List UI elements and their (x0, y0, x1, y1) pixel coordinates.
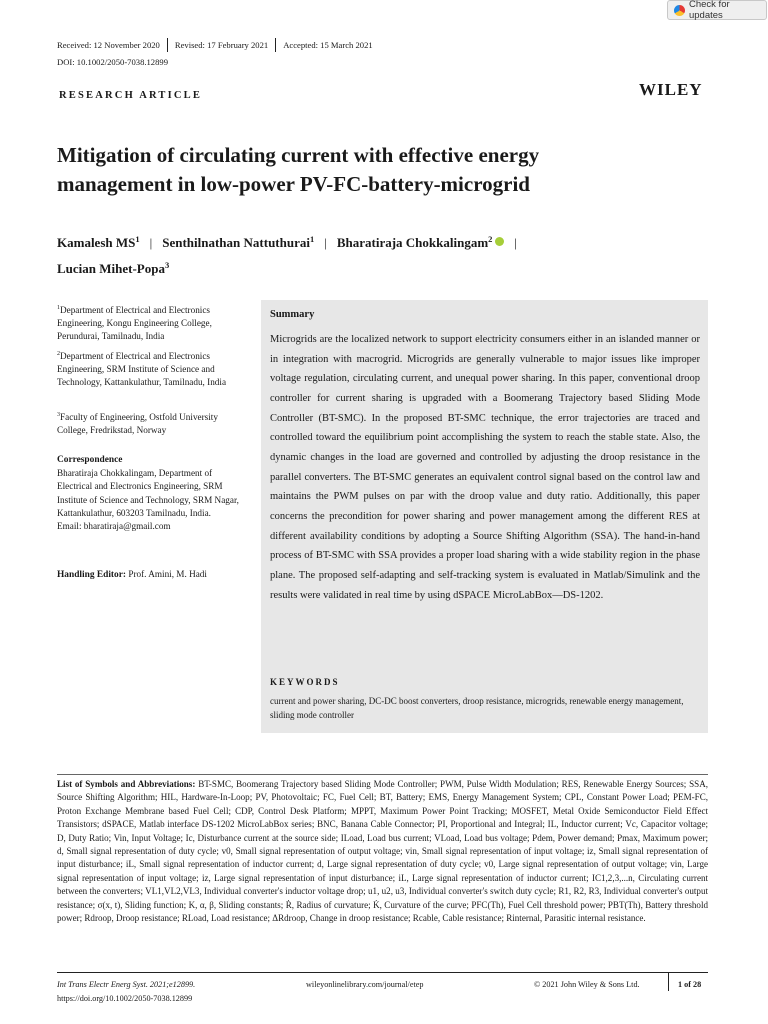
affiliation: $^1$Department of Electrical and Electronics Engineering, Kongu Engineering College, Perundurai, Tamilnadu, India (57, 305, 212, 342)
correspondence-email[interactable]: Email: bharatiraja@gmail.com (57, 521, 171, 532)
symbols-list (57, 778, 708, 925)
page-number: 1 of 28 (678, 980, 702, 989)
author-name[interactable]: Bharatiraja Chokkalingam (336, 235, 489, 250)
check-for-updates-label: Check for updates (688, 0, 730, 21)
affiliation: $^2$Department of Electrical and Electronics Engineering, SRM Institute of Science and Technology, Kattankulathur, Tamilnadu, India (57, 351, 227, 388)
orcid-icon[interactable] (495, 237, 504, 246)
article-type: RESEARCH ARTICLE (59, 90, 203, 101)
date-divider (275, 38, 276, 52)
revised-date: Revised: 17 February 2021 (174, 40, 269, 50)
keywords-text: current and power sharing, DC-DC boost converters, droop resistance, microgrids, renewable energy management, sliding mode controller (270, 696, 684, 720)
footer-copyright: © 2021 John Wiley & Sons Ltd. (534, 980, 640, 989)
author-name[interactable]: Senthilnathan Nattuthurai (162, 235, 310, 250)
author-affiliation-marker: 1 (135, 234, 140, 244)
title-line: Mitigation of circulating current with effective energy (57, 143, 540, 167)
title-line: management in low-power PV-FC-battery-microgrid (57, 172, 530, 196)
footer-divider-vertical (668, 973, 669, 991)
paper-title (57, 141, 697, 199)
footer-site-link[interactable]: wileyonlinelibrary.com/journal/etep (306, 980, 424, 989)
received-date: Received: 12 November 2020 (57, 40, 160, 50)
handling-editor (57, 568, 247, 582)
author-affiliation-marker: 2 (488, 234, 493, 244)
article-dates (57, 38, 373, 52)
date-divider (167, 38, 168, 52)
author-list: Kamalesh $MS^1$ | Senthilnathan Nattuthurai$^1$ | Bharatiraja Chokkalingam$^2$ | Lucian Mihet-Popa$^3$ (57, 234, 518, 276)
footer-journal: Int Trans Electr Energ Syst. 2021;e12899. (57, 980, 196, 989)
handling-editor-label: Handling Editor: (57, 570, 127, 580)
crossmark-icon (674, 5, 685, 16)
footer-doi-link[interactable]: https://doi.org/10.1002/2050-7038.12899 (57, 994, 193, 1003)
summary-text: Microgrids are the localized network to support electricity consumers either in an islanded manner or in integration with macrogrid. Microgrids are generally vulnerable to major issues like improper voltage regulation, circulating current, and unequal power sharing. In this paper, conventional droop controller for current sharing is upgraded with a Boomerang Trajectory based Sliding Mode Controller (BT-SMC). In the proposed BT-SMC technique, the error trajectories are traced and controlled toward the equilibrium point accomplishing the system to reach the stable state. Also, the dynamic changes in the load are governed and controlled by adjusting the droop resistance in the parallel converters. The BT-SMC generates an equivalent control signal based on the control law and maintains the PWM pulses on par with the droop value and duty ratio. Additionally, this paper concerns the precondition for power sharing and power management among the different RES at different availability conditions by adopting a Source Shifting Algorithm (SSA). The hand-in-hand process of BT-SMC with SSA provides a proper load sharing with a wide stability region in the phase plane. The proposed self-adapting and self-tracking system is evaluated in Matlab/Simulink and the results were validated in real time by using dSPACE MicroLabBox—DS-1202. (270, 334, 700, 601)
correspondence (57, 454, 247, 533)
affiliation: $^3$Faculty of Engineering, Ostfold University College, Fredrikstad, Norway (57, 412, 218, 436)
doi-header: DOI: 10.1002/2050-7038.12899 (57, 57, 168, 67)
accepted-date: Accepted: 15 March 2021 (283, 40, 373, 50)
correspondence-text: Bharatiraja Chokkalingam, Department of Electrical and Electronics Engineering, SRM Institute of Science and Technology, SRM Nagar, Kattankulathur, 603203 Tamilnadu, India. (57, 468, 239, 518)
symbols-title: List of Symbols and Abbreviations: (57, 779, 196, 789)
correspondence-title: Correspondence (57, 455, 123, 465)
footer-divider (57, 972, 708, 973)
author-name[interactable]: Kamalesh MS (57, 235, 136, 250)
publisher-logo: WILEY (639, 80, 703, 99)
author-name[interactable]: Lucian Mihet-Popa (57, 261, 165, 276)
author-affiliation-marker: 1 (309, 234, 315, 244)
keywords-title: KEYWORDS (270, 677, 340, 687)
symbols-divider (57, 774, 708, 775)
symbols-text: BT-SMC, Boomerang Trajectory based Sliding Mode Controller; PWM, Pulse Width Modulation; RES, Renewable Energy Sources; SSA, Source Shifting Algorithm; HIL, Hardware-In-Loop; PV, Photovoltaic; FC, Fuel Cell; BT, Battery; EMS, Energy Management System; CPL, Constant Power Load; PEM-FC, Proton Exchange Membrane based Fuel Cell; CDP, Control Desk Platform; MPPT, Maximum Power Point Tracking; MOSFET, Metal Oxide Semiconductor Field Effect Transistors; dSPACE, Matlab interface DS-1202 MicroLabBox series; BNC, Banana Cable Connector; PI, Proportional and Integral; IL, Inductor current; Vc, Capacitor voltage; D, Duty Ratio; Vin, Input Voltage; Ic, Disturbance current at the source side; ILoad, Load bus current; VLoad, Load bus voltage; Pdem, Power demand; Pmax, Maximum power; d, Small signal representation of duty cycle; v0, Small signal representation of output voltage; vin, Small signal representation of input voltage; iz, Small signal representation of input disturbance; iL, Small signal representation of inductor current; d, Large signal representation of duty cycle; v0, Large signal representation of output voltage; vin, Large signal representation of input voltage; iz, Large signal representation of input disturbance; iL, Large signal representation of inductor current; IC1,2,3,...n, Circulating current between the converters; VL1,VL2,VL3, Individual converter's inductor voltage drop; u1, u2, u3, Individual converter's switch duty cycle; R1, R2, R3, Individual converter's output resistance; σ(x, t), Sliding function; K, α, β, Sliding constants; Ṙ, Radius of curvature; K̇, Curvature of the curve; PFC(Th), Fuel Cell threshold power; PBT(Th), Battery threshold power; Rdroop, Droop resistance; RLoad, Load resistance; ΔRdroop, Change in droop resistance; Rcable, Cable resistance; Rinternal, Parasitic internal resistance. (57, 779, 708, 924)
summary-title: Summary (270, 309, 315, 320)
handling-editor-name: Prof. Amini, M. Hadi (128, 569, 207, 579)
check-for-updates-button[interactable] (667, 0, 767, 20)
author-affiliation-marker: 3 (164, 260, 170, 270)
